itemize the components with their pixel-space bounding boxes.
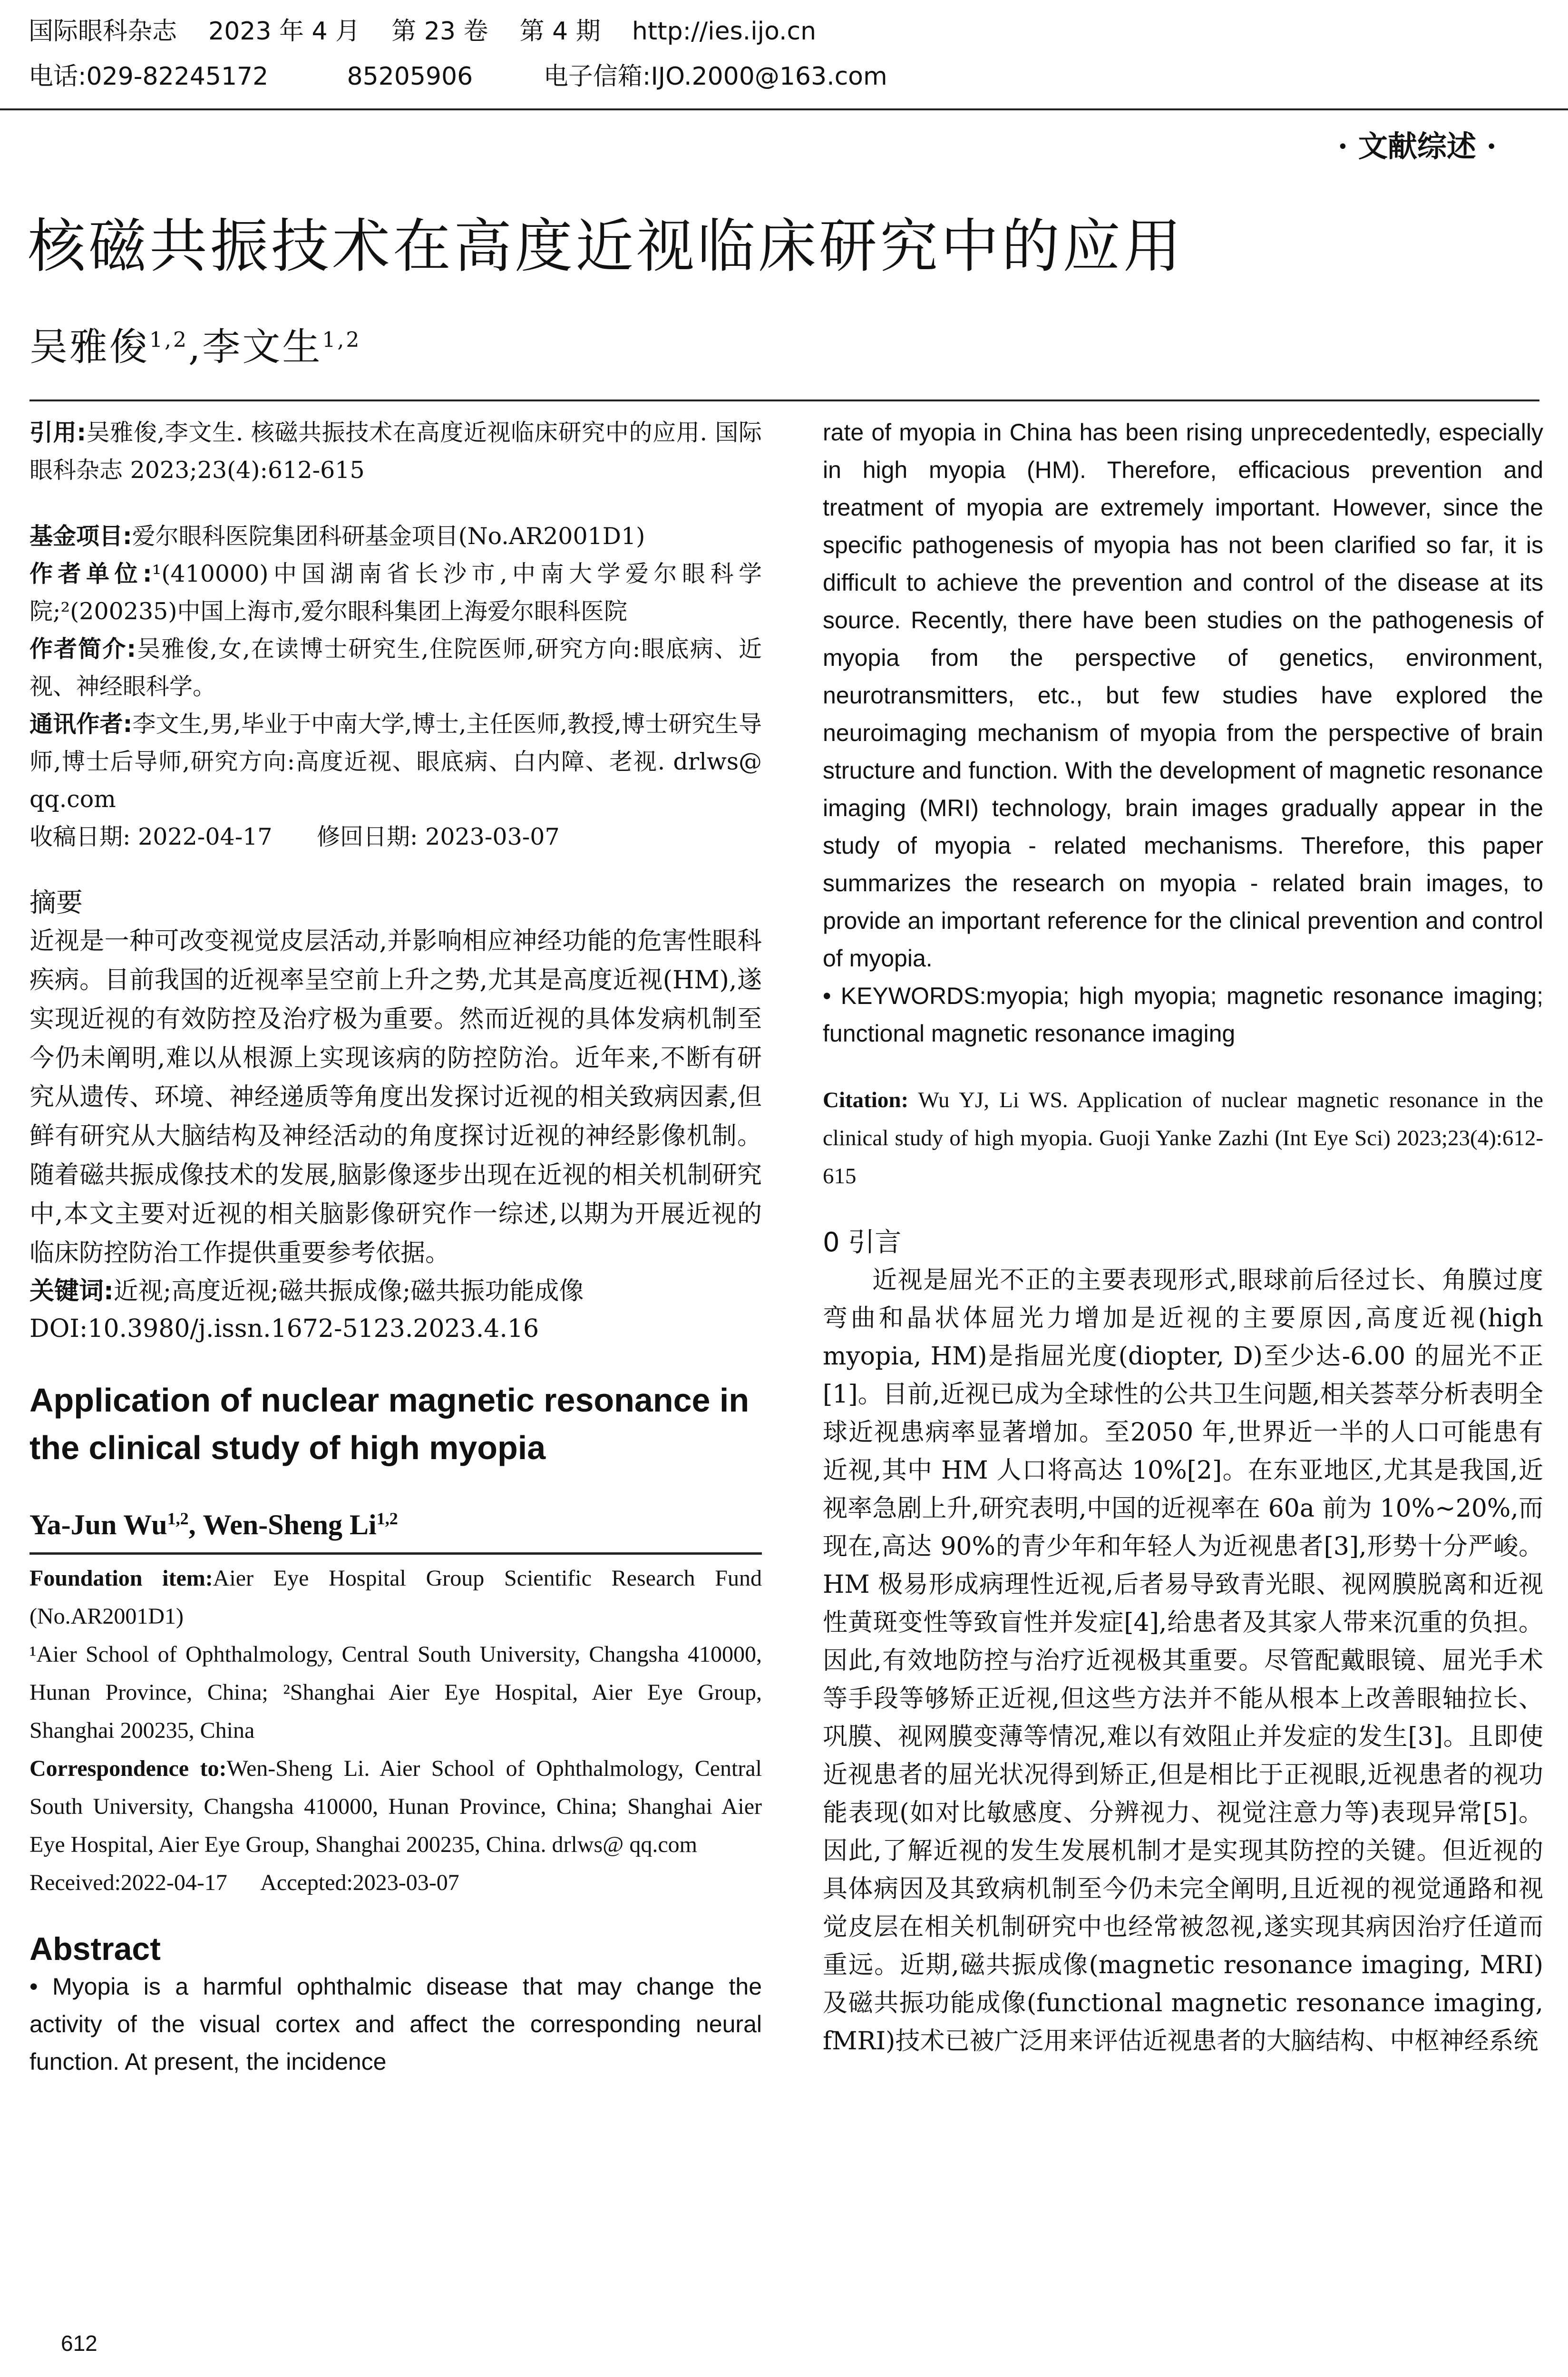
en-abstract-part1: • Myopia is a harmful ophthalmic disease that may change the activity of the visual cortex and affect the corresponding neural function. At present, the incidence (29, 1973, 762, 2075)
cn-bio: 作者简介:吴雅俊,女,在读博士研究生,住院医师,研究方向:眼底病、近视、神经眼科学。 (29, 635, 762, 700)
en-citation: Citation: Wu YJ, Li WS. Application of nuclear magnetic resonance in the clinical study of high myopia. Guoji Yanke Zazhi (Int Eye Sci) 2023;23(4):612-615 (823, 1088, 1543, 1188)
cn-unit: 作者单位:¹(410000)中国湖南省长沙市,中南大学爱尔眼科学院;²(200235)中国上海市,爱尔眼科集团上海爱尔眼科医院 (29, 560, 762, 625)
en-front-matter (29, 1559, 762, 1902)
cn-citation: 引用:吴雅俊,李文生. 核磁共振技术在高度近视临床研究中的应用. 国际眼科杂志 2023;23(4):612-615 (29, 419, 762, 484)
author-affiliation-mark: 1,2 (149, 328, 188, 352)
right-column (823, 414, 1543, 2060)
author-separator: , (188, 325, 203, 369)
en-abstract-heading: Abstract (29, 1931, 161, 1967)
journal-header-line1: 国际眼科杂志 2023 年 4 月 第 23 卷 第 4 期 http://ies.ijo.cn (29, 17, 817, 46)
left-column (29, 414, 762, 2081)
intro-text: 近视是屈光不正的主要表现形式,眼球前后径过长、角膜过度弯曲和晶状体屈光力增加是近视的主要原因,高度近视(high myopia, HM)是指屈光度(diopter, D)至少达-6.00 的屈光不正[1]。目前,近视已成为全球性的公共卫生问题,相关荟萃分析表明全球近视患病率显著增加。至2050 年,世界近一半的人口可能患有近视,其中 HM 人口将高达 10%[2]。在东亚地区,尤其是我国,近视率急剧上升,研究表明,中国的近视率在 60a 前为 10%~20%,而现在,高达 90%的青少年和年轻人为近视患者[3],形势十分严峻。HM 极易形成病理性近视,后者易导致青光眼、视网膜脱离和近视性黄斑变性等致盲性并发症[4],给患者及其家人带来沉重的负担。因此,有效地防控与治疗近视极其重要。尽管配戴眼镜、屈光手术等手段等够矫正近视,但这些方法并不能从根本上改善眼轴拉长、巩膜、视网膜变薄等情况,难以有效阻止并发症的发生[3]。且即使近视患者的屈光状况得到矫正,但是相比于正视眼,近视患者的视功能表现(如对比敏感度、分辨视力、视觉注意力等)表现异常[5]。因此,了解近视的发生发展机制才是实现其防控的关键。但近视的具体病因及其致病机制至今仍未完全阐明,且近视的视觉通路和视觉皮层在相关机制研究中也经常被忽视,遂实现其病因治疗任道而重远。近期,磁共振成像(magnetic resonance imaging, MRI)及磁共振功能成像(functional magnetic resonance imaging, fMRI)技术已被广泛用来评估近视患者的大脑结构、中枢神经系统 (823, 1266, 1543, 2056)
cn-abstract-heading: 摘要 (29, 887, 83, 918)
cn-correspondence: 通讯作者:李文生,男,毕业于中南大学,博士,主任医师,教授,博士研究生导师,博士后导师,研究方向:高度近视、眼底病、白内障、老视. drlws@ qq.com (29, 711, 762, 813)
author-line (29, 316, 361, 371)
page-number: 612 (61, 2331, 97, 2356)
journal-header-line2: 电话:029-82245172 85205906 电子信箱:IJO.2000@163.com (29, 62, 887, 91)
cn-keywords: 关键词:近视;高度近视;磁共振成像;磁共振功能成像 (29, 1277, 584, 1305)
en-affiliations: ¹Aier School of Ophthalmology, Central South University, Changsha 410000, Hunan Province, China; ²Shanghai Aier Eye Hospital, Aier Eye Group, Shanghai 200235, China (29, 1642, 762, 1743)
cn-doi: DOI:10.3980/j.issn.1672-5123.2023.4.16 (29, 1315, 539, 1343)
author-affiliation-mark: 1,2 (322, 328, 361, 352)
cn-dates: 收稿日期: 2022-04-17 修回日期: 2023-03-07 (29, 823, 560, 850)
article-title: 核磁共振技术在高度近视临床研究中的应用 (28, 213, 1184, 280)
section-divider (29, 399, 1539, 401)
en-correspondence: Correspondence to:Wen-Sheng Li. Aier School of Ophthalmology, Central South University, Changsha 410000, Hunan Province, China; Shanghai Aier Eye Hospital, Aier Eye Group, Shanghai 200235, China. drlws@ qq.com (29, 1756, 762, 1857)
en-title: Application of nuclear magnetic resonance in the clinical study of high myopia (29, 1382, 750, 1466)
en-divider (29, 1552, 762, 1555)
header-divider (0, 108, 1568, 110)
column-tag: · 文献综述 · (1337, 129, 1497, 164)
en-dates: Received:2022-04-17 Accepted:2023-03-07 (29, 1870, 459, 1895)
en-foundation: Foundation item:Aier Eye Hospital Group Scientific Research Fund (No.AR2001D1) (29, 1566, 762, 1629)
author-name: 吴雅俊 (29, 325, 149, 369)
intro-heading: 0 引言 (823, 1227, 902, 1258)
en-keywords: • KEYWORDS:myopia; high myopia; magnetic resonance imaging; functional magnetic resonance imaging (823, 983, 1543, 1047)
en-author-line: Ya-Jun Wu$^{1,2}$, Wen-Sheng Li$^{1,2}$ (29, 1509, 398, 1540)
author-name: 李文生 (202, 325, 322, 369)
en-abstract-part2: rate of myopia in China has been rising unprecedentedly, especially in high myopia (HM). Therefore, efficacious prevention and treatment of myopia are extremely important. However, since the specific pathogenesis of myopia has not been clarified so far, it is difficult to achieve the prevention and control of the disease at its source. Recently, there have been studies on the pathogenesis of myopia from the perspective of genetics, environment, neurotransmitters, etc., but few studies have explored the neuroimaging mechanism of myopia from the perspective of brain structure and function. With the development of magnetic resonance imaging (MRI) technology, brain images gradually appear in the study of myopia - related mechanisms. Therefore, this paper summarizes the research on myopia - related brain images, to provide an important reference for the clinical prevention and control of myopia. (823, 419, 1543, 972)
cn-fund: 基金项目:爱尔眼科医院集团科研基金项目(No.AR2001D1) (29, 523, 645, 550)
cn-abstract-text: 近视是一种可改变视觉皮层活动,并影响相应神经功能的危害性眼科疾病。目前我国的近视率呈空前上升之势,尤其是高度近视(HM),遂实现近视的有效防控及治疗极为重要。然而近视的具体发病机制至今仍未阐明,难以从根源上实现该病的防控防治。近年来,不断有研究从遗传、环境、神经递质等角度出发探讨近视的相关致病因素,但鲜有研究从大脑结构及神经活动的角度探讨近视的神经影像机制。随着磁共振成像技术的发展,脑影像逐步出现在近视的相关机制研究中,本文主要对近视的相关脑影像研究作一综述,以期为开展近视的临床防控防治工作提供重要参考依据。 (29, 927, 762, 1267)
